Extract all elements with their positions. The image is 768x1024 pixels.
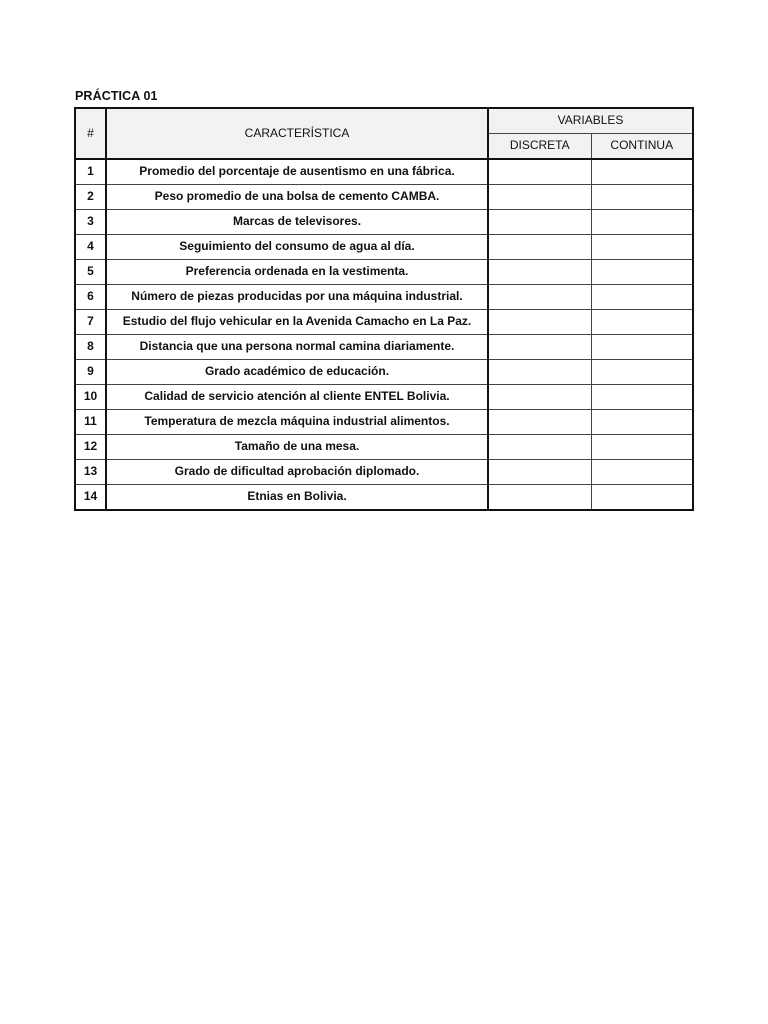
row-characteristic: Preferencia ordenada en la vestimenta.: [106, 260, 488, 285]
row-number: 12: [75, 435, 106, 460]
row-discrete-cell[interactable]: [488, 410, 591, 435]
row-discrete-cell[interactable]: [488, 360, 591, 385]
header-variables: VARIABLES: [488, 108, 693, 134]
row-characteristic: Tamaño de una mesa.: [106, 435, 488, 460]
table-row: [75, 185, 693, 210]
row-discrete-cell[interactable]: [488, 435, 591, 460]
row-continuous-cell[interactable]: [591, 410, 693, 435]
row-characteristic: Peso promedio de una bolsa de cemento CAMBA.: [106, 185, 488, 210]
table-row: [75, 310, 693, 335]
row-discrete-cell[interactable]: [488, 185, 591, 210]
row-characteristic: Marcas de televisores.: [106, 210, 488, 235]
table-body: [75, 159, 693, 510]
row-discrete-cell[interactable]: [488, 210, 591, 235]
row-continuous-cell[interactable]: [591, 260, 693, 285]
table-row: [75, 435, 693, 460]
row-characteristic: Distancia que una persona normal camina diariamente.: [106, 335, 488, 360]
row-continuous-cell[interactable]: [591, 285, 693, 310]
row-continuous-cell[interactable]: [591, 210, 693, 235]
table-row: [75, 360, 693, 385]
row-continuous-cell[interactable]: [591, 185, 693, 210]
table-row: [75, 260, 693, 285]
row-discrete-cell[interactable]: [488, 335, 591, 360]
table-row: [75, 410, 693, 435]
row-continuous-cell[interactable]: [591, 335, 693, 360]
table-header: [75, 108, 693, 159]
variables-table: [74, 107, 694, 511]
row-number: 6: [75, 285, 106, 310]
row-discrete-cell[interactable]: [488, 310, 591, 335]
table-row: [75, 210, 693, 235]
header-continuous: CONTINUA: [591, 134, 693, 160]
row-continuous-cell[interactable]: [591, 235, 693, 260]
row-characteristic: Estudio del flujo vehicular en la Avenida Camacho en La Paz.: [106, 310, 488, 335]
row-continuous-cell[interactable]: [591, 485, 693, 511]
row-number: 1: [75, 159, 106, 185]
row-discrete-cell[interactable]: [488, 485, 591, 511]
header-row-top: [75, 108, 693, 134]
row-number: 4: [75, 235, 106, 260]
row-continuous-cell[interactable]: [591, 310, 693, 335]
row-characteristic: Promedio del porcentaje de ausentismo en una fábrica.: [106, 159, 488, 185]
page-title: PRÁCTICA 01: [75, 89, 158, 103]
row-number: 10: [75, 385, 106, 410]
header-characteristic: CARACTERÍSTICA: [106, 108, 488, 159]
table-row: [75, 460, 693, 485]
row-continuous-cell[interactable]: [591, 435, 693, 460]
row-characteristic: Temperatura de mezcla máquina industrial alimentos.: [106, 410, 488, 435]
row-number: 5: [75, 260, 106, 285]
row-number: 2: [75, 185, 106, 210]
row-continuous-cell[interactable]: [591, 159, 693, 185]
row-discrete-cell[interactable]: [488, 235, 591, 260]
row-characteristic: Calidad de servicio atención al cliente ENTEL Bolivia.: [106, 385, 488, 410]
table-row: [75, 335, 693, 360]
row-number: 13: [75, 460, 106, 485]
row-characteristic: Grado de dificultad aprobación diplomado.: [106, 460, 488, 485]
row-number: 11: [75, 410, 106, 435]
row-characteristic: Seguimiento del consumo de agua al día.: [106, 235, 488, 260]
row-characteristic: Etnias en Bolivia.: [106, 485, 488, 511]
table-row: [75, 235, 693, 260]
row-number: 8: [75, 335, 106, 360]
header-number: #: [75, 108, 106, 159]
table-row: [75, 485, 693, 511]
row-discrete-cell[interactable]: [488, 385, 591, 410]
row-characteristic: Grado académico de educación.: [106, 360, 488, 385]
row-number: 3: [75, 210, 106, 235]
row-continuous-cell[interactable]: [591, 360, 693, 385]
header-discrete: DISCRETA: [488, 134, 591, 160]
row-continuous-cell[interactable]: [591, 460, 693, 485]
row-discrete-cell[interactable]: [488, 285, 591, 310]
row-characteristic: Número de piezas producidas por una máquina industrial.: [106, 285, 488, 310]
row-number: 7: [75, 310, 106, 335]
row-number: 14: [75, 485, 106, 511]
table-row: [75, 285, 693, 310]
row-discrete-cell[interactable]: [488, 260, 591, 285]
table-row: [75, 385, 693, 410]
row-discrete-cell[interactable]: [488, 460, 591, 485]
row-discrete-cell[interactable]: [488, 159, 591, 185]
row-number: 9: [75, 360, 106, 385]
row-continuous-cell[interactable]: [591, 385, 693, 410]
table-row: [75, 159, 693, 185]
